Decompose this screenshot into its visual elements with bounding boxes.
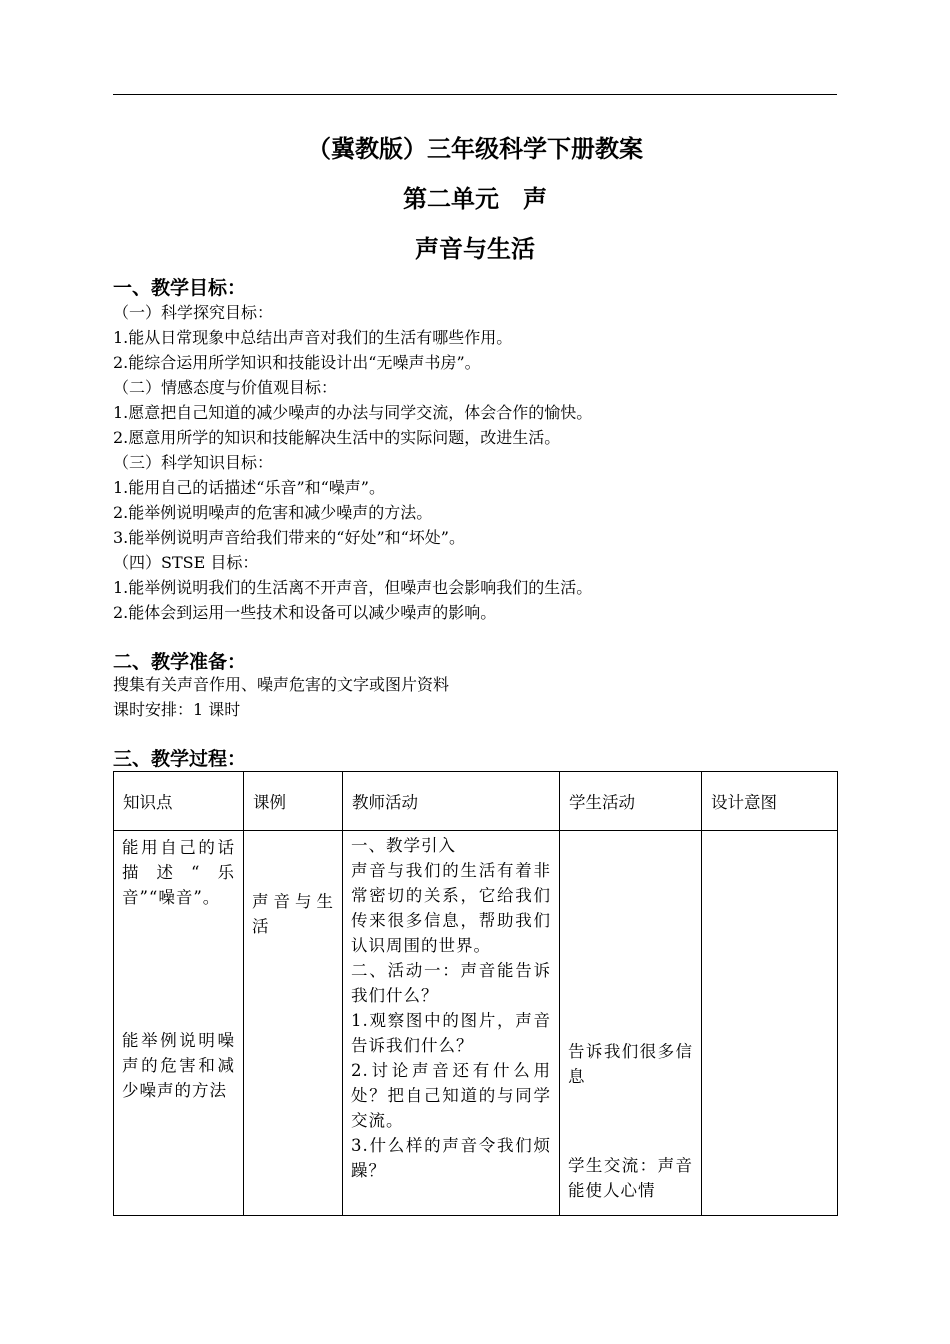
table-row [114,831,838,1216]
knowledge-item: 能举例说明噪声的危害和减少噪声的方法 [122,1031,235,1100]
lesson-title: 声音与生活 [415,234,535,263]
objective-line: 2.能体会到运用一些技术和设备可以减少噪声的影响。 [113,603,497,622]
section-objectives-heading: 一、教学目标： [113,277,247,299]
objective-line: 2.能举例说明噪声的危害和减少噪声的方法。 [113,503,433,522]
teaching-process-table [113,771,838,1216]
section-preparation-heading: 二、教学准备： [113,651,247,673]
teacher-step: 一、教学引入 [351,836,456,855]
teacher-step: 2.讨论声音还有什么用处？把自己知道的与同学交流。 [351,1061,551,1130]
lesson-cell [244,831,343,1216]
lesson-name: 声音与生活 [252,892,334,936]
teacher-activity-cell [343,831,560,1216]
objectives-list [113,300,837,625]
header-knowledge: 知识点 [114,772,244,831]
objective-line: 1.能举例说明我们的生活离不开声音，但噪声也会影响我们的生活。 [113,578,593,597]
header-teacher-activity: 教师活动 [343,772,560,831]
knowledge-cell [114,831,244,1216]
student-activity-cell [560,831,702,1216]
objective-line: （三）科学知识目标： [113,453,274,472]
teacher-step: 声音与我们的生活有着非常密切的关系，它给我们传来很多信息，帮助我们认识周围的世界。 [351,861,551,955]
preparation-line: 课时安排：1 课时 [113,700,241,719]
knowledge-item: 能用自己的话描述“乐音”“噪音”。 [122,838,235,907]
objective-line: 3.能举例说明声音给我们带来的“好处”和“坏处”。 [113,528,465,547]
teacher-step: 1.观察图中的图片，声音告诉我们什么？ [351,1011,551,1055]
preparation-list [113,672,837,722]
objective-line: 2.愿意用所学的知识和技能解决生活中的实际问题，改进生活。 [113,428,561,447]
teacher-step: 二、活动一：声音能告诉我们什么？ [351,961,551,1005]
header-design-intent: 设计意图 [702,772,838,831]
unit-title: 第二单元 声 [403,184,547,213]
student-step: 告诉我们很多信息 [568,1042,693,1086]
objective-line: （二）情感态度与价值观目标： [113,378,338,397]
objective-line: 1.能从日常现象中总结出声音对我们的生活有哪些作用。 [113,328,513,347]
objective-line: 1.愿意把自己知道的减少噪声的办法与同学交流，体会合作的愉快。 [113,403,593,422]
teacher-step: 3.什么样的声音令我们烦躁？ [351,1136,551,1180]
header-lesson: 课例 [244,772,343,831]
table-header-row [114,772,838,831]
header-rule [113,94,837,95]
student-step: 学生交流：声音能使人心情 [568,1156,693,1200]
objective-line: （四）STSE 目标： [113,553,259,572]
document-title: （冀教版）三年级科学下册教案 [307,134,643,163]
preparation-line: 搜集有关声音作用、噪声危害的文字或图片资料 [113,675,450,694]
objective-line: 2.能综合运用所学知识和技能设计出“无噪声书房”。 [113,353,481,372]
objective-line: （一）科学探究目标： [113,303,274,322]
objective-line: 1.能用自己的话描述“乐音”和“噪声”。 [113,478,385,497]
design-intent-cell [702,831,838,1216]
header-student-activity: 学生活动 [560,772,702,831]
section-process-heading: 三、教学过程： [113,748,247,770]
